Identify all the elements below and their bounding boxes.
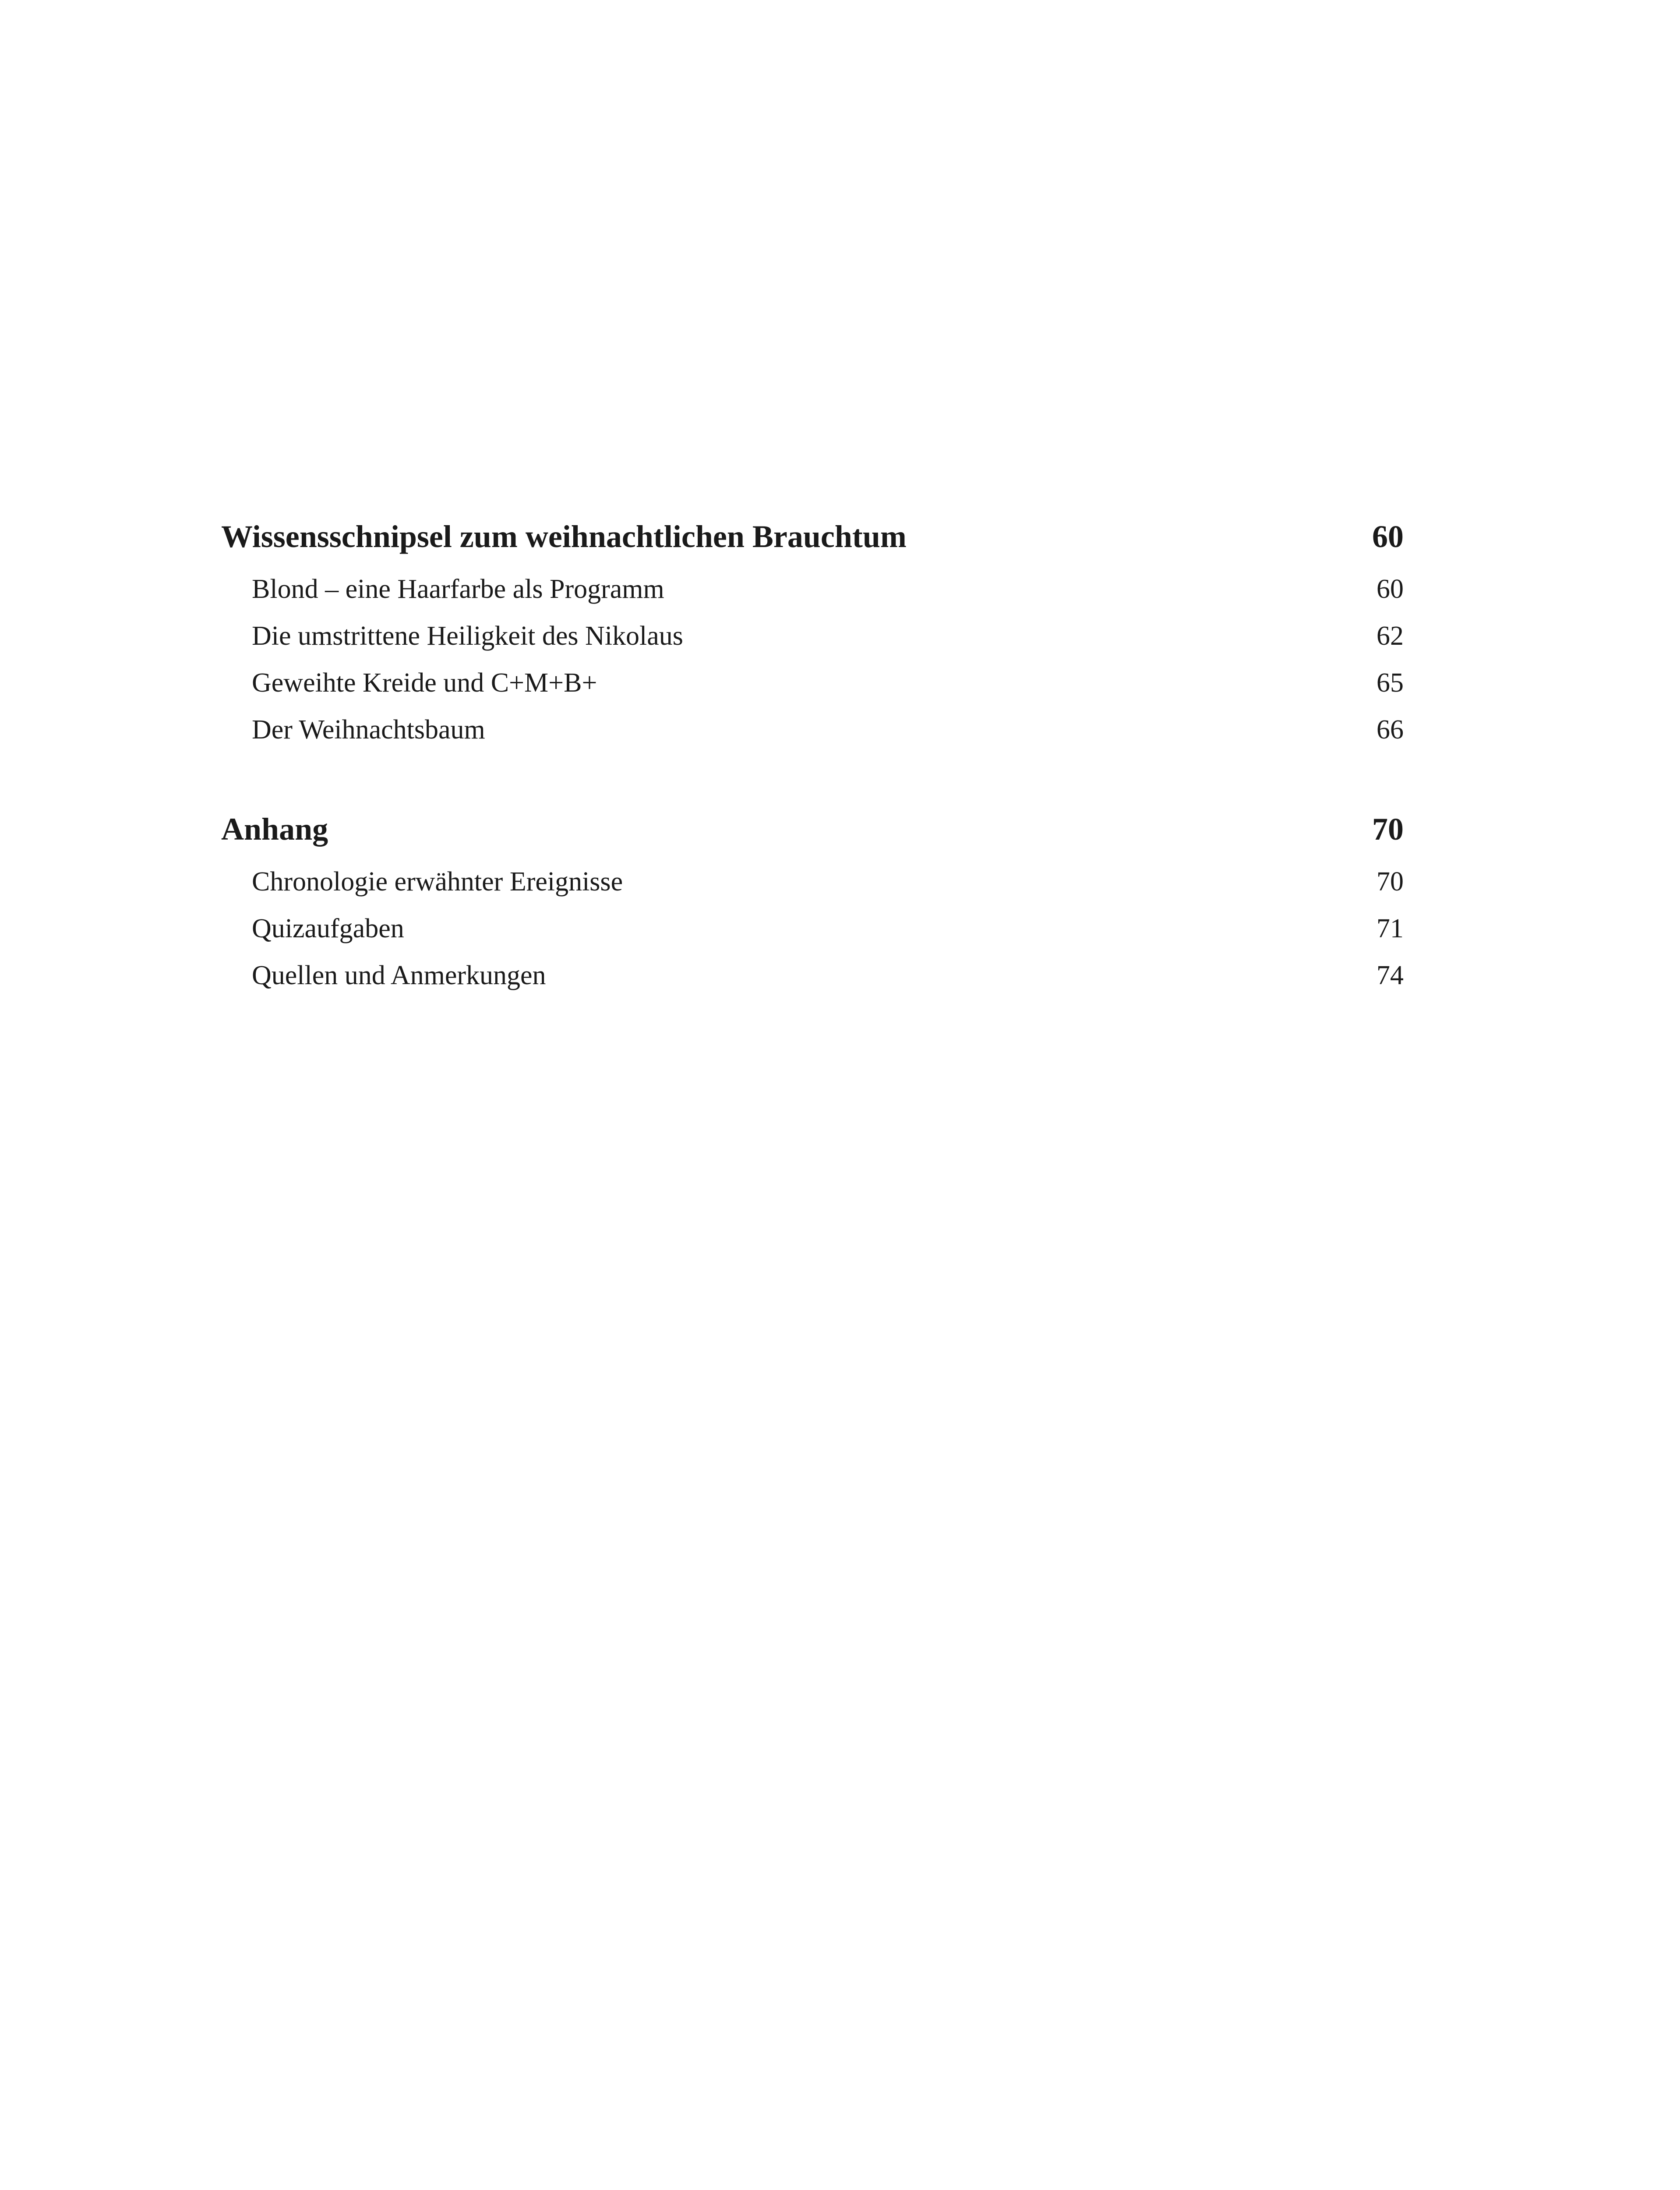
toc-entry-title: Chronologie erwähnter Ereignisse (252, 867, 623, 897)
toc-section-heading[interactable] (221, 512, 1404, 561)
toc-entry[interactable] (221, 905, 1404, 952)
toc-section (221, 805, 1404, 999)
toc-entry-title: Geweihte Kreide und C+M+B+ (252, 668, 597, 698)
toc-entry[interactable] (221, 858, 1404, 905)
toc-entry[interactable] (221, 660, 1404, 706)
toc-entry-title: Die umstrittene Heiligkeit des Nikolaus (252, 621, 683, 651)
toc-entry[interactable] (221, 952, 1404, 999)
toc-section-page: 60 (1372, 519, 1404, 554)
toc-entry-page: 71 (1376, 914, 1404, 943)
toc-entry[interactable] (221, 706, 1404, 753)
toc-entry-title: Quizaufgaben (252, 914, 404, 943)
toc-entry-page: 65 (1376, 668, 1404, 698)
toc-entry-page: 60 (1376, 574, 1404, 604)
toc-section-page: 70 (1372, 812, 1404, 847)
toc-entry-page: 66 (1376, 715, 1404, 745)
toc-entry[interactable] (221, 613, 1404, 660)
toc-entry[interactable] (221, 566, 1404, 613)
toc-section-title: Anhang (221, 812, 328, 847)
toc-section (221, 512, 1404, 753)
toc-entry-page: 70 (1376, 867, 1404, 897)
toc-entry-title: Der Weihnachtsbaum (252, 715, 485, 745)
toc-section-title: Wissensschnipsel zum weihnachtlichen Brauchtum (221, 519, 907, 554)
toc-entry-page: 62 (1376, 621, 1404, 651)
toc-entry-title: Quellen und Anmerkungen (252, 961, 546, 990)
toc-entry-title: Blond – eine Haarfarbe als Programm (252, 574, 664, 604)
table-of-contents (221, 512, 1404, 1051)
toc-section-heading[interactable] (221, 805, 1404, 853)
toc-entry-page: 74 (1376, 961, 1404, 990)
